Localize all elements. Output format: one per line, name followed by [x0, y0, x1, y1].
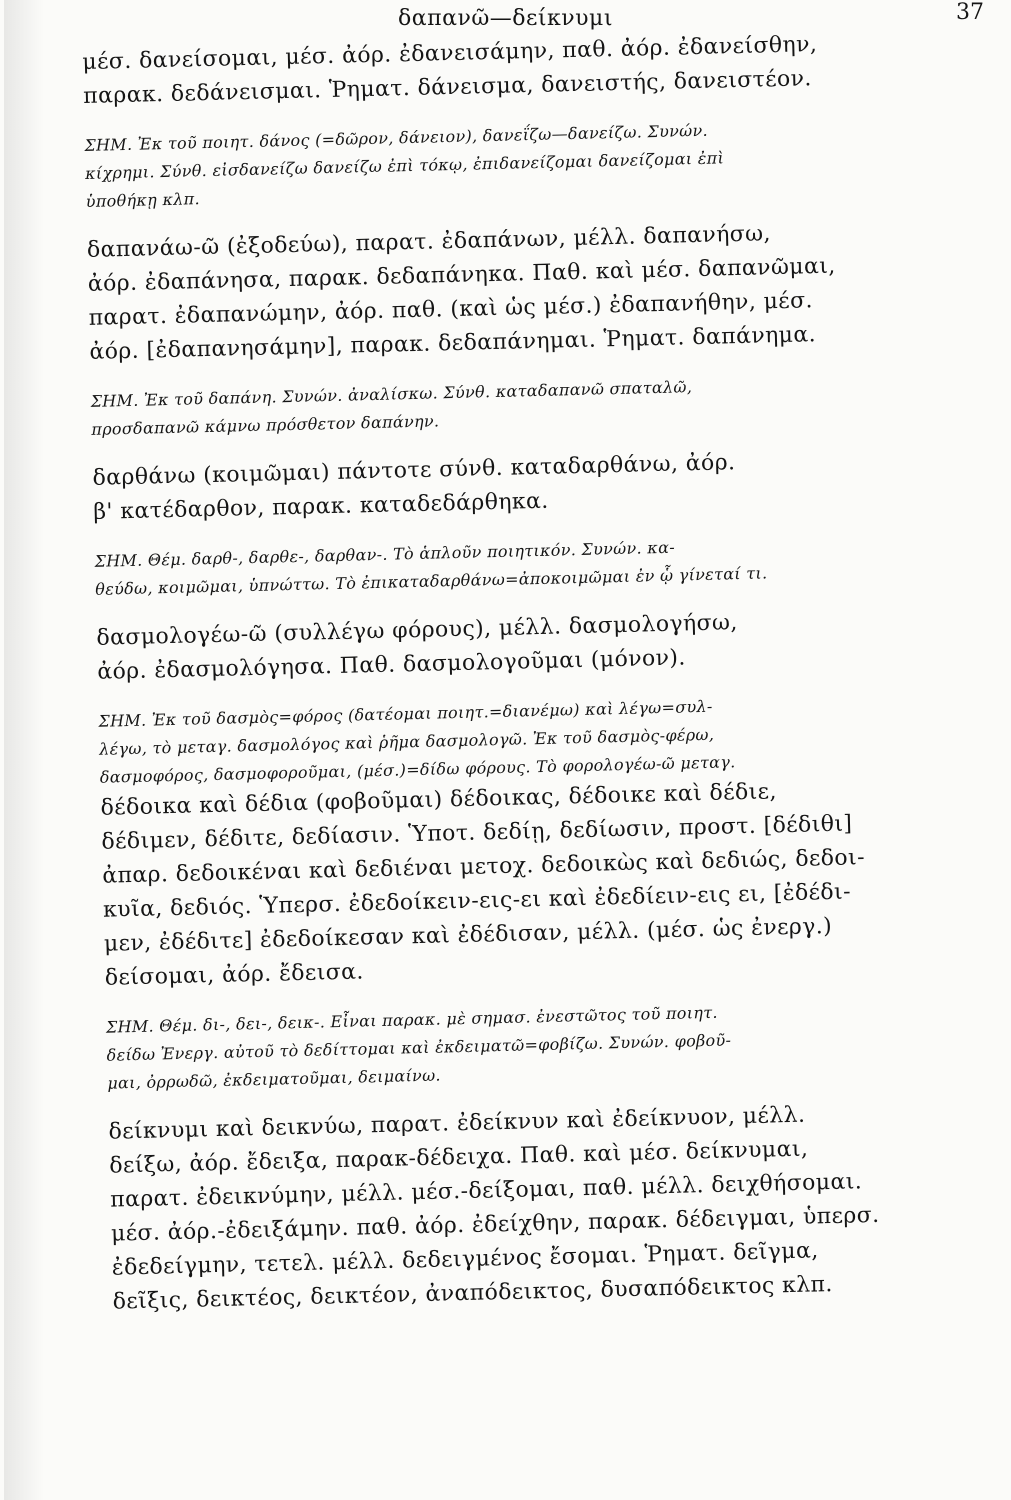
entry-line: ἀπαρ. δεδοικέναι καὶ δεδιέναι μετοχ. δεδοικὼς καὶ δεδιώς, δεδοι-	[101, 845, 866, 889]
note-line: ΣΗΜ. Θέμ. δι-, δει-, δεικ-. Εἶναι παρακ. μὲ σημασ. ἐνεστῶτος τοῦ ποιητ.	[105, 1002, 718, 1037]
entry-line: μέσ. δανείσομαι, μέσ. ἀόρ. ἐδανεισάμην, παθ. ἀόρ. ἐδανείσθην,	[82, 32, 818, 75]
note-line: δείδω Ἐνεργ. αὐτοῦ τὸ δεδίττομαι καὶ ἐκδειματῶ=φοβίζω. Συνών. φοβοῦ-	[106, 1030, 732, 1065]
note-line: δασμοφόρος, δασμοφοροῦμαι, (μέσ.)=δίδω φόρους. Τὸ φορολογέω-ῶ μεταγ.	[99, 752, 736, 787]
entry-line: δείκνυμι καὶ δεικνύω, παρατ. ἐδείκνυν καὶ ἐδείκνυον, μέλλ.	[108, 1102, 806, 1145]
entry-line: ἀόρ. ἐδασμολόγησα. Παθ. δασμολογοῦμαι (μόνον).	[97, 645, 687, 685]
note-line: μαι, ὀρρωδῶ, ἐκδειματοῦμαι, δειμαίνω.	[107, 1065, 442, 1093]
note-line: κίχρημι. Σύνθ. εἰσδανείζω δανείζω ἐπὶ τόκῳ, ἐπιδανείζομαι δανείζομαι ἐπὶ	[84, 148, 725, 183]
note-line: προσδαπανῶ κάμνω πρόσθετον δαπάνην.	[91, 411, 440, 439]
note-line: ΣΗΜ. Θέμ. δαρθ-, δαρθε-, δαρθαν-. Τὸ ἁπλοῦν ποιητικόν. Συνών. κα-	[94, 537, 676, 571]
entry-line: β' κατέδαρθον, παρακ. καταδεδάρθηκα.	[93, 488, 549, 525]
entry-line: δέδοικα καὶ δέδια (φοβοῦμαι) δέδοικας, δέδοικε καὶ δέδιε,	[100, 779, 778, 821]
dictionary-text-body	[82, 26, 928, 1320]
entry-line: δέδιμεν, δέδιτε, δεδίασιν. Ὑποτ. δεδίῃ, δεδίωσιν, προστ. [δέδιθι]	[101, 811, 853, 855]
entry-line: δείσομαι, ἀόρ. ἔδεισα.	[104, 959, 365, 991]
entry-line: ἀόρ. ἐδαπάνησα, παρακ. δεδαπάνηκα. Παθ. καὶ μέσ. δαπανῶμαι,	[87, 253, 836, 297]
entry-line: ἀόρ. [ἐδαπανησάμην], παρακ. δεδαπάνημαι. Ῥηματ. δαπάνημα.	[89, 322, 817, 365]
note-line: ΣΗΜ. Ἐκ τοῦ δαπάνη. Συνών. ἀναλίσκω. Σύνθ. καταδαπανῶ σπαταλῶ,	[90, 377, 693, 411]
note-line: ΣΗΜ. Ἐκ τοῦ δασμὸς=φόρος (δατέομαι ποιητ.=διανέμω) καὶ λέγω=συλ-	[98, 696, 713, 731]
binding-shadow	[4, 0, 44, 1500]
note-line: θεύδω, κοιμῶμαι, ὑπνώττω. Τὸ ἐπικαταδαρθάνω=ἀποκοιμῶμαι ἐν ᾧ γίνεταί τι.	[95, 563, 768, 599]
entry-line: παρατ. ἐδεικνύμην, μέλλ. μέσ.-δείξομαι, παθ. μέλλ. δειχθήσομαι.	[109, 1169, 863, 1213]
entry-line: δαπανάω-ῶ (ἐξοδεύω), παρατ. ἐδαπάνων, μέλλ. δαπανήσω,	[86, 221, 772, 263]
entry-line: μεν, ἐδέδιτε] ἐδεδοίκεσαν καὶ ἐδέδισαν, μέλλ. (μέσ. ὡς ἐνεργ.)	[103, 913, 833, 957]
entry-line: ἐδεδείγμην, τετελ. μέλλ. δεδειγμένος ἔσομαι. Ῥηματ. δεῖγμα,	[111, 1238, 819, 1281]
note-line: ΣΗΜ. Ἐκ τοῦ ποιητ. δάνος (=δῶρον, δάνειον), δανεΐζω—δανείζω. Συνών.	[84, 120, 709, 155]
entry-line: δασμολογέω-ῶ (συλλέγω φόρους), μέλλ. δασμολογήσω,	[96, 610, 739, 651]
entry-line: μέσ. ἀόρ.-ἐδειξάμην. παθ. ἀόρ. ἐδείχθην, παρακ. δέδειγμαι, ὑπερσ.	[110, 1202, 880, 1247]
note-line: ὑποθήκῃ κλπ.	[85, 189, 201, 211]
entry-line: δεῖξις, δεικτέος, δεικτέον, ἀναπόδεικτος, δυσαπόδεικτος κλπ.	[112, 1272, 834, 1315]
running-title: δαπανῶ—δείκνυμι	[398, 6, 613, 31]
note-line: λέγω, τὸ μεταγ. δασμολόγος καὶ ῥῆμα δασμολογῶ. Ἐκ τοῦ δασμὸς-φέρω,	[98, 724, 715, 759]
entry-line: παρατ. ἐδαπανώμην, ἀόρ. παθ. (καὶ ὡς μέσ.) ἐδαπανήθην, μέσ.	[88, 288, 814, 331]
entry-line: παρακ. δεδάνεισμαι. Ῥηματ. δάνεισμα, δανειστής, δανειστέον.	[82, 66, 813, 109]
entry-line: δείξω, ἀόρ. ἔδειξα, παρακ-δέδειχα. Παθ. καὶ μέσ. δείκνυμαι,	[109, 1136, 809, 1179]
entry-line: κυῖα, δεδιός. Ὑπερσ. ἐδεδοίκειν-εις-ει καὶ ἐδεδίειν-εις ει, [ἐδέδι-	[102, 879, 852, 923]
entry-line: δαρθάνω (κοιμῶμαι) πάντοτε σύνθ. καταδαρθάνω, ἀόρ.	[92, 450, 736, 491]
page-number: 37	[956, 0, 984, 25]
